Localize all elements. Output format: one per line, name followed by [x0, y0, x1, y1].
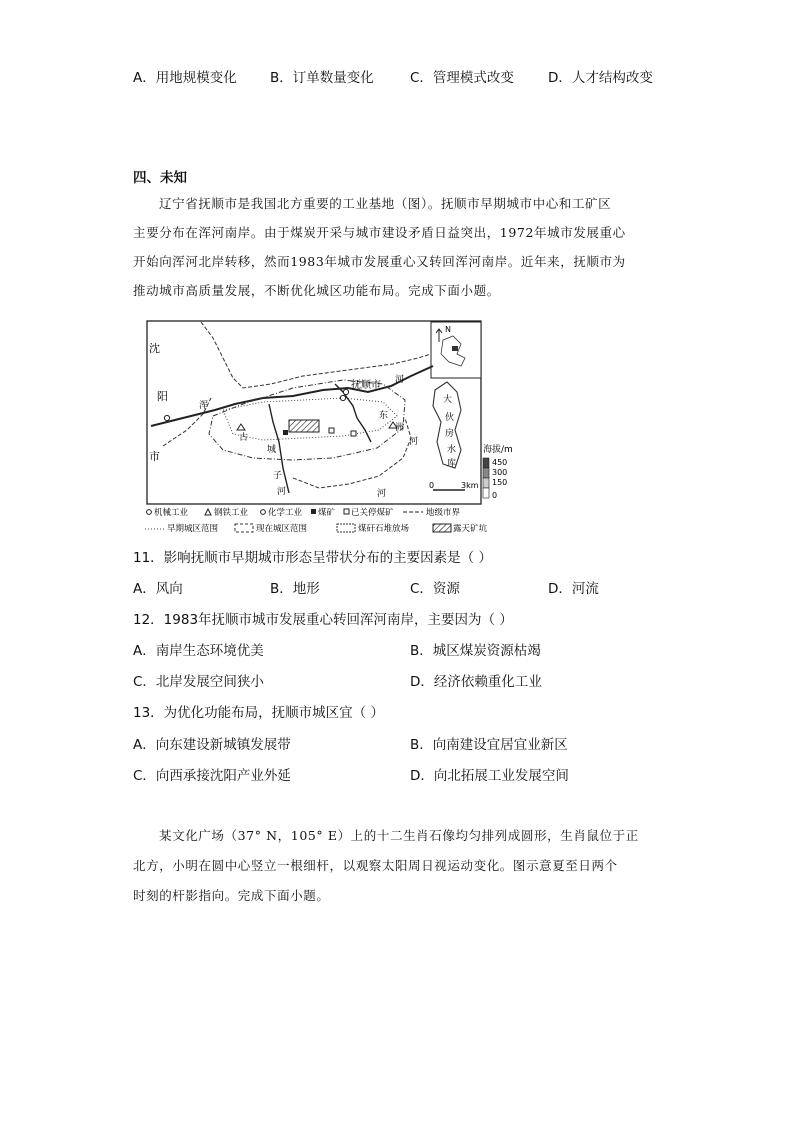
- elevation-tick-450: 450: [492, 458, 508, 467]
- elevation-swatch-zero: [483, 488, 489, 498]
- q13-option-c: C．向西承接沈阳产业外延: [133, 768, 291, 784]
- reservoir-label-4: 水: [447, 445, 457, 455]
- question-11-stem: 11．影响抚顺市早期城市形态呈带状分布的主要因素是（ ）: [133, 550, 492, 566]
- legend-current-range: 现在城区范围: [256, 524, 308, 534]
- passage-line-2: 主要分布在浑河南岸。由于煤炭开采与城市建设矛盾日益突出，1972年城市发展重心: [133, 225, 626, 240]
- hun-river-label-east: 河: [395, 375, 405, 385]
- open-pit-mine: [289, 420, 319, 432]
- machinery-site-icon: [164, 415, 169, 420]
- legend-early-range: 早期城区范围: [167, 524, 219, 534]
- elevation-tick-0: 0: [492, 491, 498, 500]
- option-a: A．用地规模变化: [133, 70, 237, 86]
- elevation-tick-150: 150: [492, 478, 508, 487]
- legend-closed-mine: 已关停煤矿: [351, 508, 394, 518]
- legend-coal-icon: [311, 509, 316, 514]
- passage2-line-2: 北方，小明在圆中心竖立一根细杆，以观察太阳周日视运动变化。图示意夏至日两个: [133, 858, 618, 873]
- closed-mine-icon: [351, 431, 356, 436]
- legend-machinery: 机械工业: [154, 508, 189, 518]
- gucheng-label-4: 河: [277, 487, 287, 497]
- question-12-stem: 12．1983年抚顺市城市发展重心转回浑河南岸，主要因为（ ）: [133, 612, 513, 628]
- shenyang-label-1: 沈: [149, 342, 160, 355]
- legend-current-range-icon: [235, 524, 253, 532]
- legend-chemical: 化学工业: [268, 508, 303, 518]
- passage-line-4: 推动城市高质量发展，不断优化城区功能布局。完成下面小题。: [133, 283, 500, 298]
- elevation-tick-300: 300: [492, 468, 508, 477]
- legend-gangue-icon: [337, 524, 355, 532]
- elevation-title: 海拔/m: [483, 445, 513, 455]
- city-center-icon: [343, 389, 348, 394]
- legend-steel: 钢铁工业: [214, 508, 249, 518]
- option-b: B．订单数量变化: [270, 70, 374, 86]
- legend-open-pit: 露天矿坑: [453, 524, 488, 534]
- reservoir-label-1: 大: [443, 395, 453, 405]
- legend-chemical-icon: [261, 510, 266, 515]
- q12-option-b: B．城区煤炭资源枯竭: [410, 643, 541, 659]
- q13-option-d: D．向北拓展工业发展空间: [410, 768, 569, 784]
- reservoir-label-5: 库: [447, 459, 457, 469]
- option-d: D．人才结构改变: [548, 70, 653, 86]
- scale-zero: 0: [429, 481, 435, 490]
- q11-option-c: C．资源: [410, 581, 460, 597]
- legend-steel-icon: [205, 509, 211, 515]
- dongzhou-label-1: 东: [379, 411, 389, 421]
- inset-location-marker: [452, 346, 458, 351]
- q12-option-a: A．南岸生态环境优美: [133, 643, 264, 659]
- legend-closed-mine-icon: [344, 509, 349, 514]
- elevation-swatch-low: [483, 478, 489, 488]
- fushun-map: [143, 318, 535, 540]
- dongzhou-label-3: 河: [409, 437, 419, 447]
- shenyang-label-3: 市: [149, 450, 160, 463]
- passage2-line-1: 某文化广场（37° N，105° E）上的十二生肖石像均匀排列成圆形，生肖鼠位于正: [159, 828, 639, 843]
- q11-option-b: B．地形: [270, 581, 320, 597]
- q12-option-d: D．经济依赖重化工业: [410, 674, 542, 690]
- north-label: N: [445, 325, 451, 334]
- gucheng-label-3: 子: [273, 471, 283, 481]
- section-title: 四、未知: [133, 170, 187, 186]
- shenyang-label-2: 阳: [157, 390, 168, 403]
- elevation-swatch-high: [483, 458, 489, 468]
- gucheng-label-2: 城: [267, 445, 277, 455]
- south-river-label: 河: [377, 489, 387, 499]
- closed-mine-icon: [329, 428, 334, 433]
- scale-km: 3km: [461, 481, 479, 490]
- q13-option-a: A．向东建设新城镇发展带: [133, 737, 291, 753]
- coal-mine-icon: [283, 430, 288, 435]
- legend-open-pit-icon: [433, 524, 451, 532]
- fushun-city-label: 抚顺市: [351, 380, 381, 391]
- chemical-site-icon: [340, 395, 345, 400]
- reservoir-label-3: 房: [445, 429, 455, 439]
- passage-line-1: 辽宁省抚顺市是我国北方重要的工业基地（图）。抚顺市早期城市中心和工矿区: [159, 196, 612, 211]
- reservoir-label-2: 伙: [445, 413, 455, 423]
- question-13-stem: 13．为优化功能布局，抚顺市城区宜（ ）: [133, 705, 384, 721]
- passage-line-3: 开始向浑河北岸转移，然而1983年城市发展重心又转回浑河南岸。近年来，抚顺市为: [133, 254, 626, 269]
- q11-option-a: A．风向: [133, 581, 183, 597]
- legend-gangue: 煤矸石堆放场: [358, 524, 410, 534]
- legend-coal: 煤矿: [318, 508, 336, 518]
- hun-river-label-west: 浑: [199, 401, 209, 411]
- q13-option-b: B．向南建设宜居宜业新区: [410, 737, 568, 753]
- legend-machinery-icon: [147, 510, 152, 515]
- legend-boundary: 地级市界: [426, 508, 461, 518]
- q12-option-c: C．北岸发展空间狭小: [133, 674, 264, 690]
- passage2-line-3: 时刻的杆影指向。完成下面小题。: [133, 888, 330, 903]
- gucheng-label-1: 古: [239, 433, 249, 443]
- q11-option-d: D．河流: [548, 581, 599, 597]
- option-c: C．管理模式改变: [410, 70, 514, 86]
- elevation-swatch-mid: [483, 468, 489, 478]
- dongzhou-label-2: 洲: [395, 423, 405, 433]
